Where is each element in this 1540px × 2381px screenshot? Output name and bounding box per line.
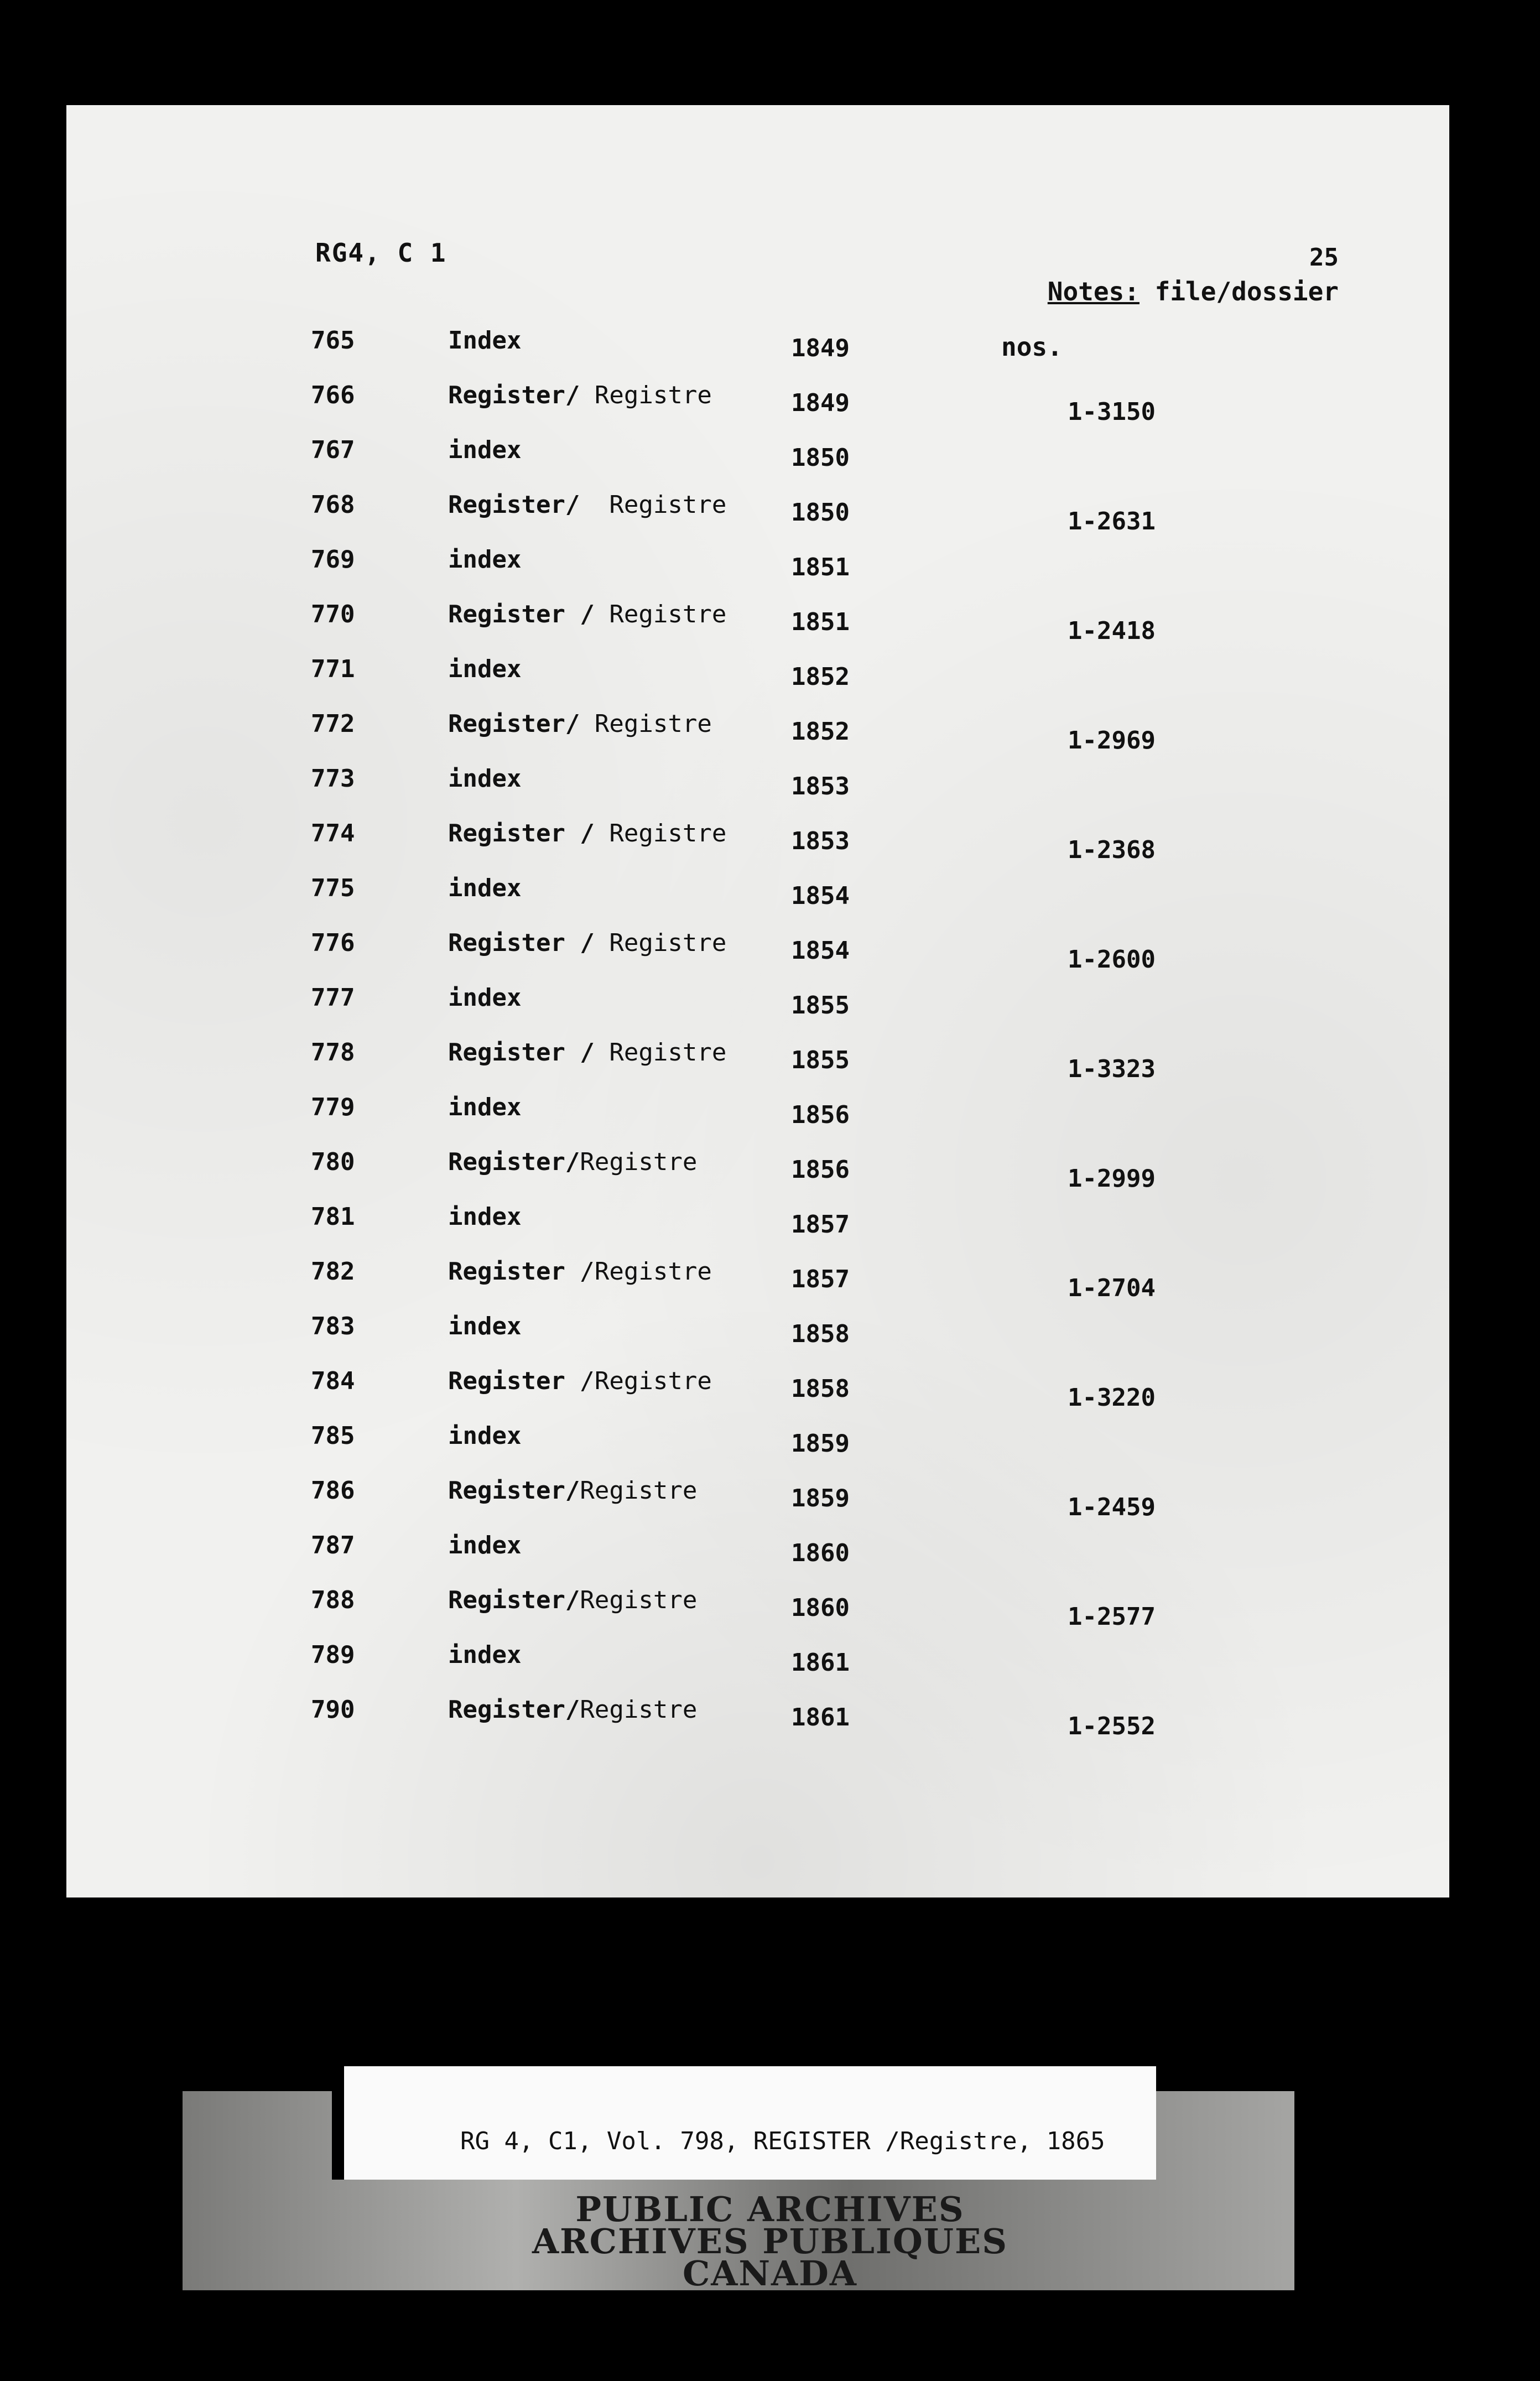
volume-description (448, 600, 726, 628)
volume-year: 1855 (791, 1046, 850, 1074)
description-main: index (448, 655, 522, 683)
volume-number: 771 (311, 655, 355, 683)
volume-year: 1850 (791, 444, 850, 472)
archives-stamp (0, 2189, 1540, 2294)
description-main: Register/ (448, 381, 580, 409)
entry-pair (66, 649, 1449, 759)
volume-year: 1856 (791, 1156, 850, 1184)
page-number: 25 (1309, 243, 1339, 272)
file-range: 1-2577 (1068, 1603, 1156, 1631)
volume-description (448, 1531, 521, 1559)
table-row (66, 376, 1449, 430)
volume-number: 773 (311, 765, 355, 793)
stamp-line-2: ARCHIVES PUBLIQUES (532, 2221, 1008, 2262)
volume-number: 775 (311, 874, 355, 902)
table-row (66, 430, 1449, 485)
table-row (66, 814, 1449, 869)
volume-description (448, 1641, 521, 1669)
table-row (66, 1033, 1449, 1088)
volume-description (448, 929, 726, 957)
description-rest: /Registre (565, 1367, 712, 1395)
volume-year: 1860 (791, 1539, 850, 1567)
volume-number: 781 (311, 1203, 355, 1231)
stamp-line-1: PUBLIC ARCHIVES (575, 2189, 965, 2229)
entry-pair (66, 869, 1449, 978)
volume-year: 1859 (791, 1484, 850, 1512)
volume-number: 772 (311, 710, 355, 738)
entry-list (66, 321, 1449, 1745)
volume-description (448, 1148, 697, 1176)
volume-year: 1854 (791, 937, 850, 965)
volume-year: 1855 (791, 991, 850, 1020)
file-range: 1-2552 (1068, 1712, 1156, 1740)
entry-pair (66, 978, 1449, 1088)
volume-number: 769 (311, 545, 355, 574)
description-main: index (448, 1093, 522, 1121)
record-group-label: RG4, C 1 (315, 238, 447, 268)
volume-description (448, 1422, 521, 1450)
stamp-line-3: CANADA (682, 2253, 858, 2294)
volume-description (448, 765, 521, 793)
entry-pair (66, 430, 1449, 540)
entry-pair (66, 321, 1449, 430)
file-range: 1-2418 (1068, 617, 1156, 645)
description-rest: Registre (594, 600, 727, 628)
description-main: Register (448, 1257, 565, 1286)
description-rest: Registre (580, 1148, 698, 1176)
table-row (66, 1307, 1449, 1361)
description-main: index (448, 1641, 522, 1669)
notes-rest: file/dossier (1154, 277, 1339, 306)
volume-description (448, 381, 712, 409)
description-rest: Registre (580, 1477, 698, 1505)
description-main: Register / (448, 600, 595, 628)
table-row (66, 923, 1449, 978)
description-main: index (448, 1531, 522, 1559)
description-main: index (448, 436, 522, 464)
file-range: 1-2969 (1068, 726, 1156, 755)
description-rest: Registre (594, 819, 727, 848)
table-row (66, 1416, 1449, 1471)
table-row (66, 649, 1449, 704)
volume-number: 789 (311, 1641, 355, 1669)
volume-description (448, 1696, 697, 1724)
table-row (66, 1252, 1449, 1307)
volume-description (448, 1038, 726, 1067)
notes-label: Notes: (1047, 277, 1140, 306)
table-row (66, 321, 1449, 376)
volume-number: 785 (311, 1422, 355, 1450)
volume-number: 777 (311, 984, 355, 1012)
description-rest: Registre (580, 491, 727, 519)
volume-number: 787 (311, 1531, 355, 1559)
volume-year: 1857 (791, 1265, 850, 1293)
description-main: Register / (448, 1038, 595, 1067)
file-range: 1-2999 (1068, 1164, 1156, 1193)
volume-number: 765 (311, 326, 355, 355)
volume-number: 766 (311, 381, 355, 409)
table-row (66, 1471, 1449, 1526)
description-rest: Registre (580, 710, 712, 738)
volume-description (448, 1586, 697, 1614)
description-main: Register / (448, 819, 595, 848)
volume-description (448, 491, 726, 519)
volume-year: 1856 (791, 1101, 850, 1129)
volume-year: 1857 (791, 1210, 850, 1239)
file-range: 1-3220 (1068, 1384, 1156, 1412)
table-row (66, 1690, 1449, 1745)
entry-pair (66, 1088, 1449, 1197)
volume-number: 790 (311, 1696, 355, 1724)
description-main: Register/ (448, 1477, 580, 1505)
table-row (66, 704, 1449, 759)
entry-pair (66, 1526, 1449, 1635)
volume-description (448, 1257, 712, 1286)
description-main: index (448, 1203, 522, 1231)
volume-year: 1849 (791, 389, 850, 417)
table-row (66, 1142, 1449, 1197)
description-main: index (448, 984, 522, 1012)
entry-pair (66, 1416, 1449, 1526)
volume-number: 780 (311, 1148, 355, 1176)
volume-year: 1858 (791, 1375, 850, 1403)
entry-pair (66, 759, 1449, 869)
volume-description (448, 710, 712, 738)
volume-year: 1860 (791, 1594, 850, 1622)
entry-pair (66, 540, 1449, 649)
volume-number: 778 (311, 1038, 355, 1067)
volume-description (448, 984, 521, 1012)
volume-year: 1861 (791, 1649, 850, 1677)
description-main: Register / (448, 929, 595, 957)
volume-number: 768 (311, 491, 355, 519)
table-row (66, 1197, 1449, 1252)
volume-description (448, 326, 521, 355)
volume-description (448, 436, 521, 464)
description-main: index (448, 765, 522, 793)
description-main: Register/ (448, 1148, 580, 1176)
description-main: index (448, 1422, 522, 1450)
volume-description (448, 545, 521, 574)
description-main: Register/ (448, 1696, 580, 1724)
volume-year: 1852 (791, 718, 850, 746)
file-range: 1-3323 (1068, 1055, 1156, 1083)
volume-description (448, 1093, 521, 1121)
microfilm-label-card (332, 2066, 1156, 2180)
description-rest: Registre (580, 1696, 698, 1724)
volume-description (448, 1477, 697, 1505)
table-row (66, 1361, 1449, 1416)
volume-year: 1850 (791, 498, 850, 527)
entry-pair (66, 1197, 1449, 1307)
volume-description (448, 1312, 521, 1340)
entry-pair (66, 1307, 1449, 1416)
volume-number: 779 (311, 1093, 355, 1121)
file-range: 1-2368 (1068, 836, 1156, 864)
volume-year: 1853 (791, 827, 850, 855)
table-row (66, 978, 1449, 1033)
table-row (66, 759, 1449, 814)
description-rest: Registre (580, 1586, 698, 1614)
volume-number: 784 (311, 1367, 355, 1395)
description-main: Register (448, 1367, 565, 1395)
file-range: 1-2631 (1068, 507, 1156, 536)
volume-number: 788 (311, 1586, 355, 1614)
description-main: index (448, 545, 522, 574)
volume-year: 1852 (791, 663, 850, 691)
table-row (66, 1581, 1449, 1635)
file-range: 1-2600 (1068, 945, 1156, 974)
table-row (66, 1526, 1449, 1581)
file-range: 1-3150 (1068, 398, 1156, 426)
notes-column-header (1048, 277, 1339, 306)
table-row (66, 540, 1449, 595)
volume-year: 1849 (791, 334, 850, 362)
table-row (66, 1635, 1449, 1690)
microfilm-label-text: RG 4, C1, Vol. 798, REGISTER /Registre, 1865 (460, 2127, 1105, 2155)
description-main: Register/ (448, 491, 580, 519)
description-main: Index (448, 326, 522, 355)
description-main: Register/ (448, 1586, 580, 1614)
table-row (66, 595, 1449, 649)
document-page (66, 105, 1449, 1897)
volume-description (448, 874, 521, 902)
volume-number: 770 (311, 600, 355, 628)
volume-number: 776 (311, 929, 355, 957)
volume-year: 1853 (791, 772, 850, 800)
nos-label: nos. (1001, 332, 1063, 362)
description-main: index (448, 874, 522, 902)
table-row (66, 869, 1449, 923)
volume-description (448, 819, 726, 848)
description-rest: Registre (580, 381, 712, 409)
volume-year: 1851 (791, 553, 850, 581)
file-range: 1-2459 (1068, 1493, 1156, 1521)
entry-pair (66, 1635, 1449, 1745)
volume-number: 767 (311, 436, 355, 464)
volume-number: 786 (311, 1477, 355, 1505)
description-rest: /Registre (565, 1257, 712, 1286)
volume-number: 774 (311, 819, 355, 848)
volume-year: 1858 (791, 1320, 850, 1348)
volume-number: 782 (311, 1257, 355, 1286)
volume-year: 1851 (791, 608, 850, 636)
table-row (66, 1088, 1449, 1142)
volume-year: 1861 (791, 1703, 850, 1732)
volume-year: 1854 (791, 882, 850, 910)
description-main: index (448, 1312, 522, 1340)
description-main: Register/ (448, 710, 580, 738)
description-rest: Registre (594, 929, 727, 957)
description-rest: Registre (594, 1038, 727, 1067)
table-row (66, 485, 1449, 540)
file-range: 1-2704 (1068, 1274, 1156, 1302)
volume-number: 783 (311, 1312, 355, 1340)
volume-description (448, 1367, 712, 1395)
volume-description (448, 1203, 521, 1231)
volume-year: 1859 (791, 1429, 850, 1458)
volume-description (448, 655, 521, 683)
